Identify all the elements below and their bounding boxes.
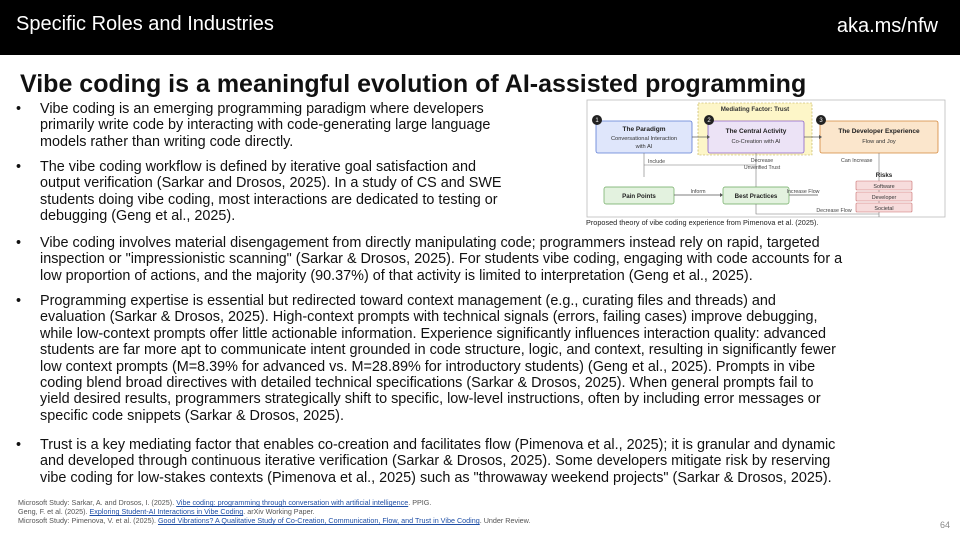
bullet-line: Vibe coding is an emerging programming paradigm where developers [40,101,484,117]
bullet-paradigm [16,101,576,150]
risks-label: Risks [875,172,893,179]
can-increase-label: Can Increase [841,158,873,164]
paradigm-title: The Paradigm [622,126,666,133]
vibe-coding-theory-diagram [586,99,946,229]
reference-link[interactable]: Vibe coding: programming through conversation with artificial intelligence [176,498,409,507]
include-label: Include [648,159,666,165]
risk-societal: Societal [874,206,894,212]
bullet-marker: • [16,293,22,309]
central-activity-title: The Central Activity [725,128,787,135]
reference-suffix: . arXiv Working Paper. [243,507,315,516]
reference-prefix: Microsoft Study: Sarkar, A. and Drosos, I. (2025). [18,498,177,507]
bullet-line: models rather than writing code directly. [40,133,294,150]
reference-suffix: . Under Review. [479,516,531,525]
references [18,498,738,525]
paradigm-line2: with AI [635,144,653,150]
bullet-marker: • [16,437,22,453]
central-activity-box [708,121,804,153]
bullet-line: low proportion of actions, and the majority (90.37%) of that activity is limited to interpretation (Geng et al., 2025). [40,267,753,284]
decrease-flow-label: Decrease Flow [816,208,852,214]
bullet-marker: • [16,101,22,117]
bullet-line: output verification (Sarkar and Drosos, 2025). In a study of CS and SWE [40,175,502,192]
bullet-marker: • [16,235,22,251]
mediating-factor-label: Mediating Factor: Trust [720,106,790,113]
step-2-number: 2 [707,118,711,125]
bullet-line: Vibe coding involves material disengagement from directly manipulating code; programmers instead rely on rapid, targeted [40,235,820,251]
bullet-trust [16,437,946,486]
unverified-trust-label: Unverified Trust [743,165,781,171]
page-number: 64 [939,520,950,530]
risk-developer: Developer [871,195,897,201]
bullet-line: inspection or "impressionistic scanning" (Sarkar & Drosos, 2025). For students vibe coding, engaging with code accounts for a [40,251,843,268]
best-practices-label: Best Practices [734,193,778,200]
pain-points-label: Pain Points [622,193,656,200]
bullet-marker: • [16,159,22,175]
bullet-line: yield desired results, programmers strategically shift to specific, low-level instructions, often by including error messages or [40,391,821,408]
step-3-number: 3 [819,118,823,125]
bullet-line: The vibe coding workflow is defined by iterative goal satisfaction and [40,159,476,175]
bullet-line: specific code snippets (Sarkar & Drosos, 2025). [40,407,344,424]
bullet-line: Programming expertise is essential but redirected toward context management (e.g., curating files and threads) and [40,293,776,309]
inform-label: Inform [690,189,706,195]
bullet-line: and developed through continuous iterative verification (Sarkar & Drosos, 2025). Some developers mitigate risk by reserving [40,453,831,470]
developer-experience-title: The Developer Experience [838,128,920,135]
developer-experience-line1: Flow and Joy [862,139,896,145]
step-1-number: 1 [595,118,599,125]
section-title: Specific Roles and Industries [16,13,274,35]
increase-flow-label: Increase Flow [786,189,820,195]
bullet-line: while low-context prompts offer little actionable information. Experience significantly influences interaction quality: advanced [40,325,827,342]
reference-geng [18,507,738,516]
short-link[interactable]: aka.ms/nfw [836,15,938,37]
developer-experience-box [820,121,938,153]
slide-header-bar [0,0,960,55]
reference-prefix: Geng, F. et al. (2025). [18,507,90,516]
bullet-line: evaluation (Sarkar & Drosos, 2025). High-context prompts with technical signals (errors, failing cases) improve debugging, [40,309,818,326]
bullet-workflow [16,159,576,225]
bullet-line: low context prompts (M=8.39% for advanced vs. M=28.89% for introductory students) (Geng et al., 2025). Prompts in vibe [40,358,816,375]
diagram-caption: Proposed theory of vibe coding experience from Pimenova et al. (2025). [586,218,819,227]
reference-suffix: . PPIG. [408,498,432,507]
risk-software: Software [873,184,895,190]
bullet-line: students are far more apt to communicate intent grounded in code structure, logic, and context, resulting in significantly fewer [40,342,836,359]
paradigm-line1: Conversational Interaction [610,136,678,142]
slide-title: Vibe coding is a meaningful evolution of AI-assisted programming [20,70,807,98]
bullet-line: debugging (Geng et al., 2025). [40,208,236,225]
reference-link[interactable]: Exploring Student-AI Interactions in Vibe Coding [89,507,244,516]
reference-prefix: Microsoft Study: Pimenova, V. et al. (2025). [18,516,158,525]
reference-link[interactable]: Good Vibrations? A Qualitative Study of Co-Creation, Communication, Flow, and Trust in Vibe Coding [157,516,480,525]
bullet-disengagement [16,235,946,284]
central-activity-line1: Co-Creation with AI [731,139,781,145]
reference-pimenova [18,516,738,525]
bullet-expertise [16,293,946,424]
bullet-line: coding blend broad directives with detailed technical specifications (Sarkar & Drosos, 2025). When general prompts fail to [40,375,814,392]
bullet-line: students doing vibe coding, most interactions are dedicated to testing or [40,191,498,208]
bullet-line: primarily write code by interacting with code-generating large language [40,117,491,134]
reference-sarkar [18,498,738,507]
bullet-line: Trust is a key mediating factor that enables co-creation and facilitates flow (Pimenova et al., 2025); it is granular and dynamic [40,437,836,453]
bullet-line: vibe coding for low-stakes contexts (Pimenova et al., 2025) such as "throwaway weekend projects" (Sarkar & Drosos, 2025). [40,469,832,486]
decrease-label: Decrease [750,158,774,164]
